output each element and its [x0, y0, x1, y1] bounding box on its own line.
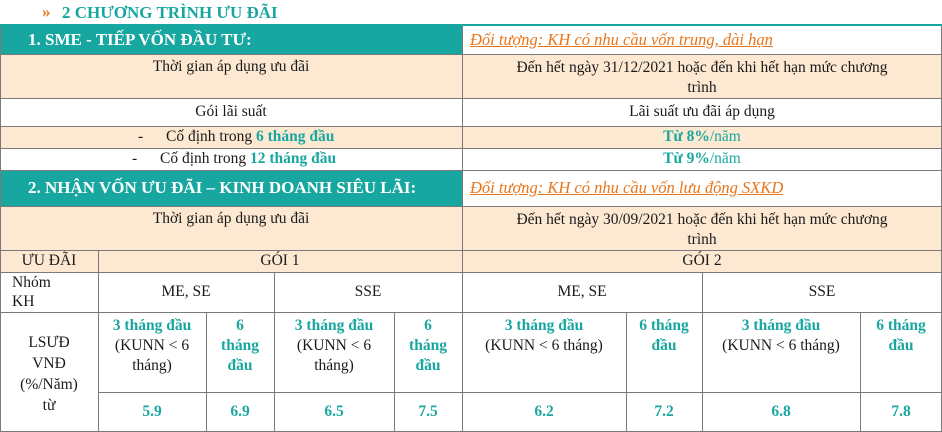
- goi1-label: GÓI 1: [98, 250, 462, 272]
- grid-line: [98, 392, 942, 393]
- rate-value: 6.9: [206, 392, 274, 432]
- rate-value: 5.9: [98, 392, 206, 432]
- section2-heading: 2. NHẬN VỐN ƯU ĐÃI – KINH DOANH SIÊU LÃI:: [28, 178, 417, 197]
- g1-sse-6m: 6 tháng đầu: [394, 312, 462, 392]
- rate-value: 6.2: [462, 392, 626, 432]
- section2-target: Đối tượng: KH có nhu cầu vốn lưu động SXKD: [470, 178, 784, 197]
- section1-col-left: Gói lãi suất: [0, 98, 462, 126]
- rate-value: 7.5: [394, 392, 462, 432]
- grid-line: [860, 312, 861, 432]
- goi1-me-se: ME, SE: [98, 272, 274, 312]
- grid-line: [206, 312, 207, 432]
- section2-period-label: Thời gian áp dụng ưu đãi: [0, 206, 462, 250]
- grid-line: [0, 26, 1, 432]
- g1-mese-3m: 3 tháng đầu (KUNN < 6 tháng): [98, 312, 206, 392]
- goi2-label: GÓI 2: [462, 250, 942, 272]
- section1-row2-rate: Từ 9% /năm: [462, 148, 942, 170]
- section1-target: Đối tượng: KH có nhu cầu vốn trung, dài hạn: [470, 30, 773, 49]
- goi2-me-se: ME, SE: [462, 272, 702, 312]
- title-bar: [0, 0, 942, 26]
- g2-sse-3m: 3 tháng đầu (KUNN < 6 tháng): [702, 312, 860, 392]
- section1-period-label: Thời gian áp dụng ưu đãi: [0, 54, 462, 98]
- nhom-kh-label: Nhóm KH: [0, 272, 98, 312]
- section1-target-cell: [462, 26, 942, 54]
- g1-mese-6m: 6 tháng đầu: [206, 312, 274, 392]
- grid-line: [0, 126, 942, 127]
- grid-line: [462, 26, 463, 432]
- g2-mese-3m: 3 tháng đầu (KUNN < 6 tháng): [462, 312, 626, 392]
- section2-heading-cell: [0, 170, 462, 206]
- grid-line: [0, 312, 942, 313]
- section2-target-cell: [462, 170, 942, 206]
- grid-line: [0, 148, 942, 149]
- section1-row2-left: - Cố định trong 12 tháng đầu: [0, 148, 462, 170]
- goi2-sse: SSE: [702, 272, 942, 312]
- section1-heading-cell: [0, 26, 462, 54]
- g1-sse-3m: 3 tháng đầu (KUNN < 6 tháng): [274, 312, 394, 392]
- grid-line: [98, 250, 99, 432]
- g2-sse-6m: 6 tháng đầu: [860, 312, 942, 392]
- rate-value: 7.8: [860, 392, 942, 432]
- grid-line: [394, 312, 395, 432]
- lsud-label: LSƯĐ VNĐ (%/Năm) từ: [0, 312, 98, 432]
- section1-heading: 1. SME - TIẾP VỐN ĐẦU TƯ:: [28, 30, 252, 49]
- grid-line: [0, 170, 942, 171]
- uu-dai-label: ƯU ĐÃI: [0, 250, 98, 272]
- section1-period-value: Đến hết ngày 31/12/2021 hoặc đến khi hết hạn mức chương trình: [462, 54, 942, 98]
- rate-value: 7.2: [626, 392, 702, 432]
- grid-line: [0, 98, 942, 99]
- grid-line: [0, 206, 942, 207]
- grid-line: [626, 312, 627, 432]
- rate-value: 6.5: [274, 392, 394, 432]
- section1-row1-left: - Cố định trong 6 tháng đầu: [0, 126, 462, 148]
- grid-line: [0, 54, 942, 55]
- g2-mese-6m: 6 tháng đầu: [626, 312, 702, 392]
- grid-line: [0, 250, 942, 251]
- section1-row1-rate: Từ 8% /năm: [462, 126, 942, 148]
- grid-line: [0, 272, 942, 273]
- grid-line: [702, 272, 703, 432]
- grid-line: [274, 272, 275, 432]
- section2-period-value: Đến hết ngày 30/09/2021 hoặc đến khi hết hạn mức chương trình: [462, 206, 942, 250]
- section1-col-right: Lãi suất ưu đãi áp dụng: [462, 98, 942, 126]
- goi1-sse: SSE: [274, 272, 462, 312]
- double-chevron-icon: »: [42, 2, 51, 21]
- rate-value: 6.8: [702, 392, 860, 432]
- page-title: 2 CHƯƠNG TRÌNH ƯU ĐÃI: [62, 3, 278, 22]
